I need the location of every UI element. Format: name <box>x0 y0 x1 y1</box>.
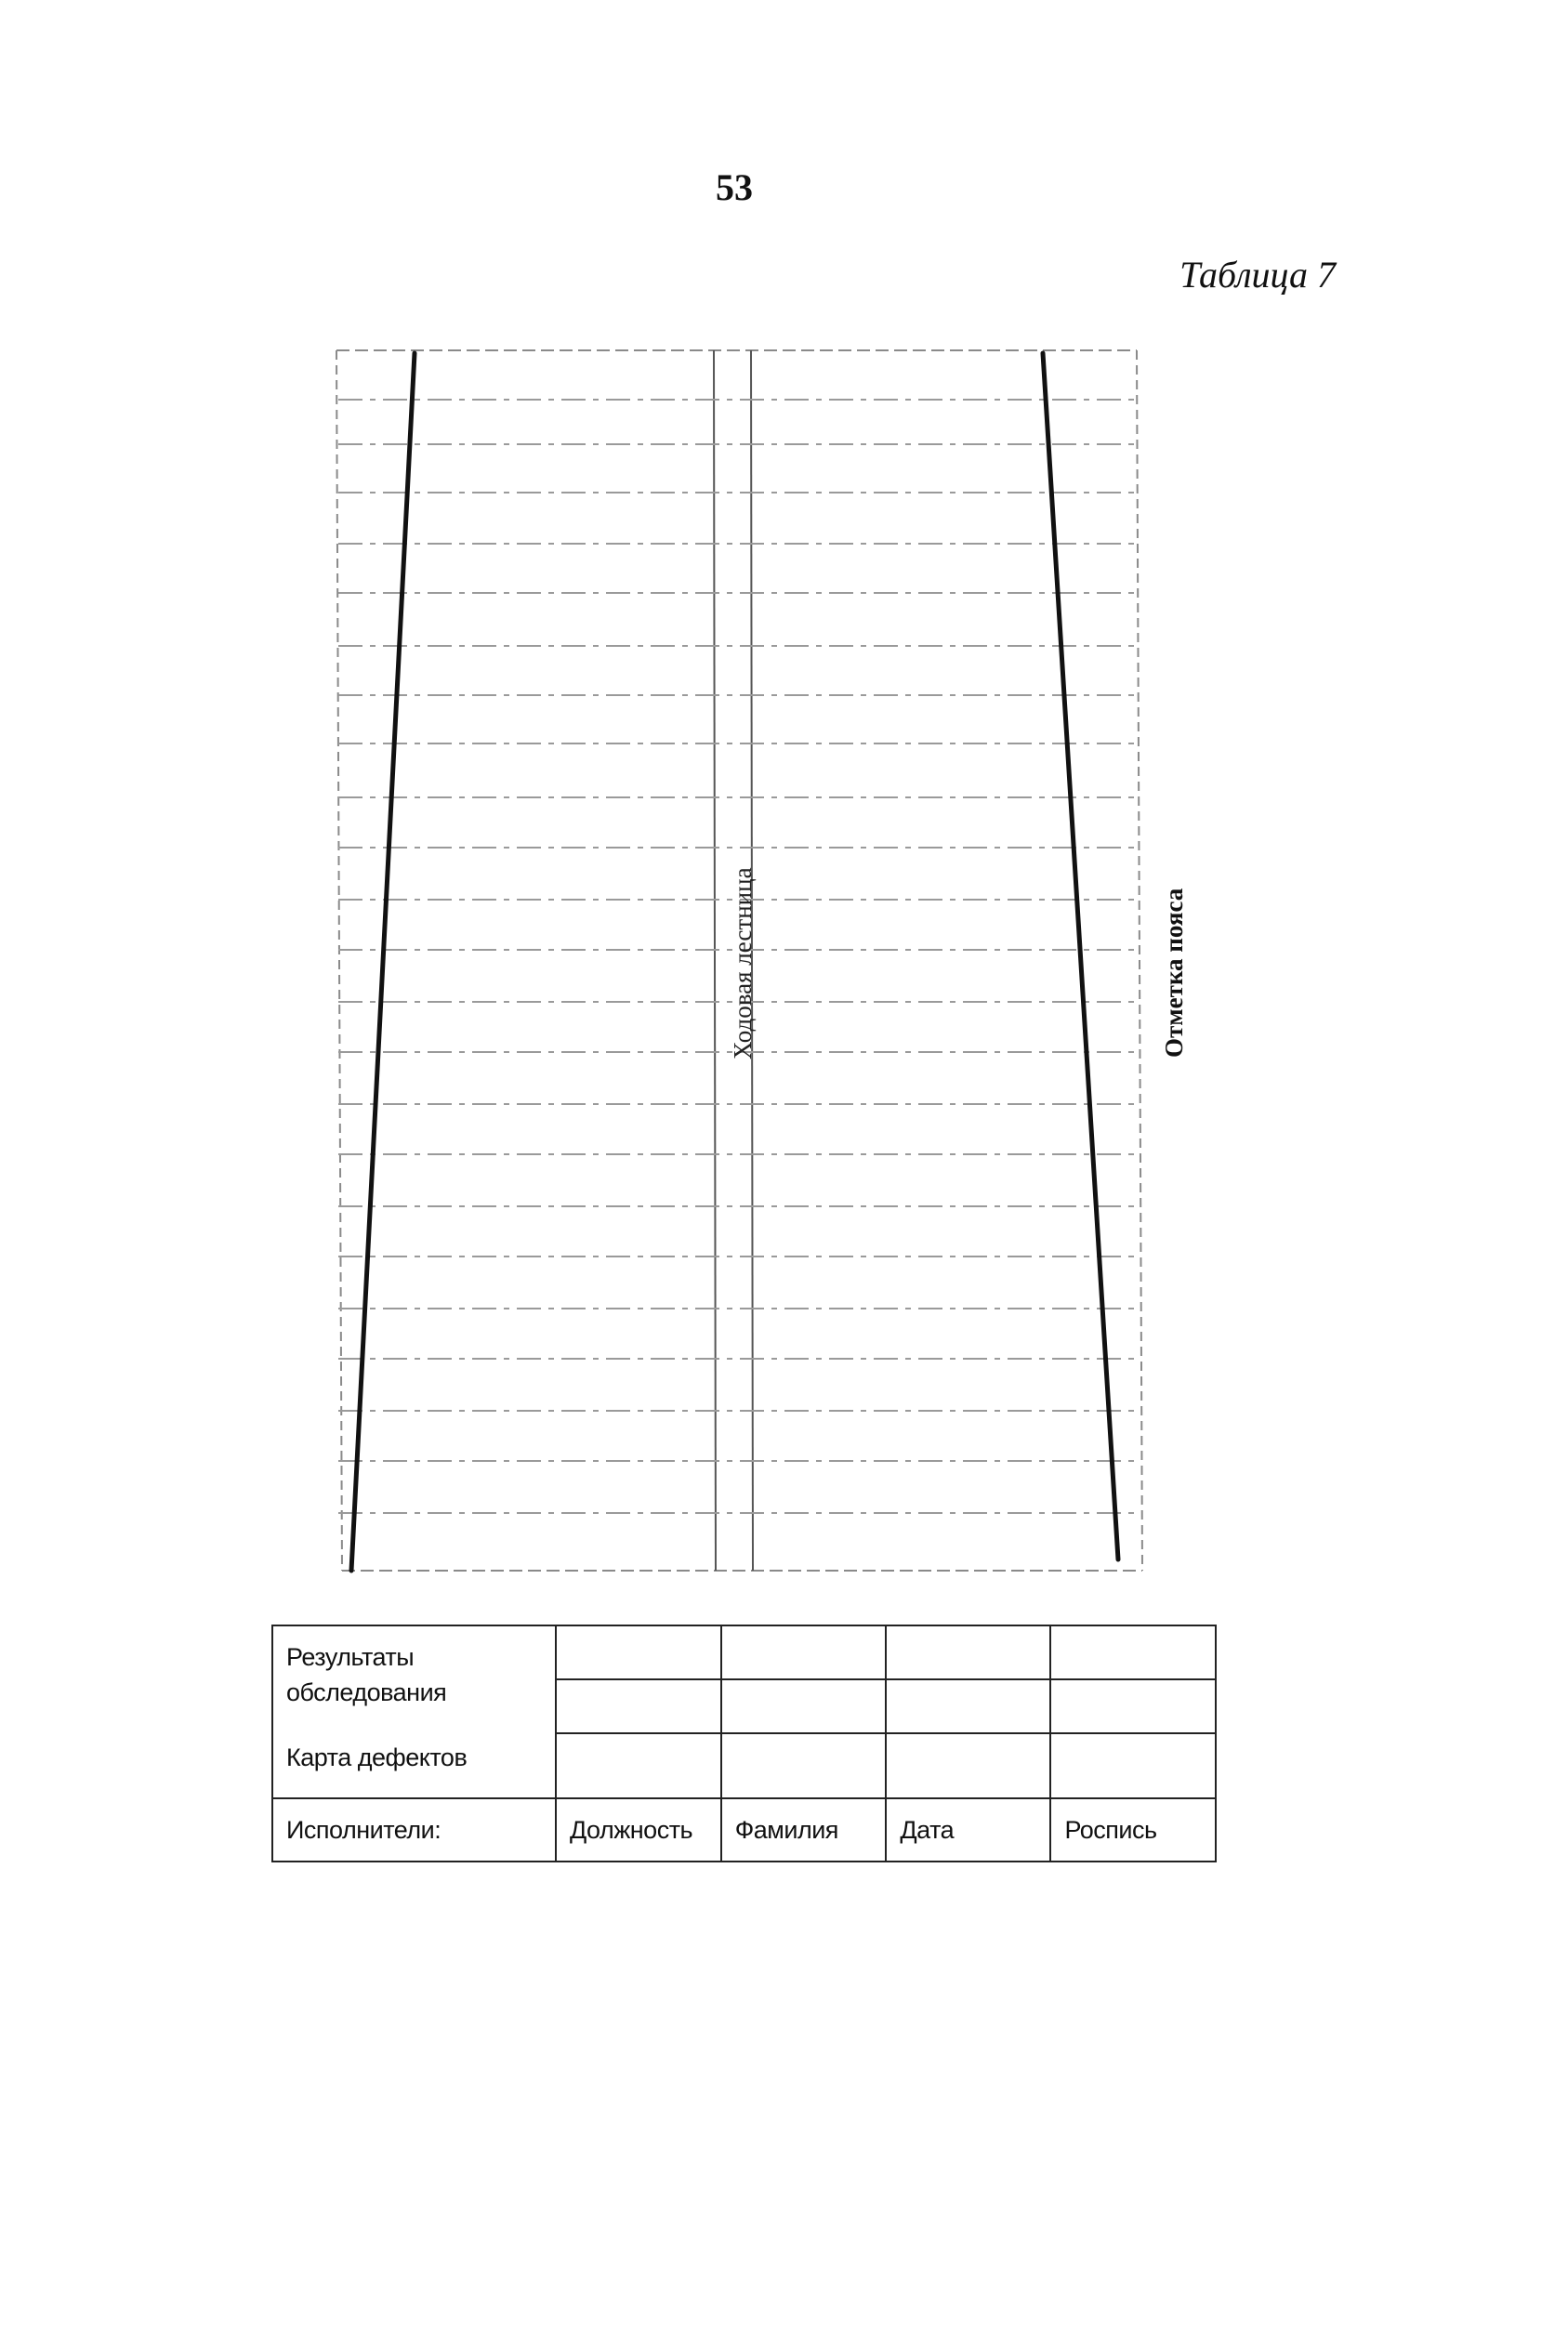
performers-label: Исполнители: <box>272 1798 556 1862</box>
frame-right <box>1137 350 1142 1571</box>
frame-left <box>336 350 342 1571</box>
column-header-surname: Фамилия <box>721 1798 887 1862</box>
tower-leg-left <box>351 353 415 1571</box>
results-table <box>271 1625 1217 1862</box>
tower-leg-right <box>1043 353 1118 1559</box>
table-caption: Таблица 7 <box>1179 254 1336 296</box>
blank-cell[interactable] <box>721 1733 887 1798</box>
results-label-line2: обследования <box>286 1678 447 1706</box>
results-label-cell <box>272 1625 556 1798</box>
blank-cell[interactable] <box>1050 1679 1216 1733</box>
blank-cell[interactable] <box>556 1733 721 1798</box>
ladder-label: Ходовая лестница <box>729 867 757 1059</box>
results-label-line1: Результаты <box>286 1643 415 1671</box>
table-row <box>272 1625 1216 1679</box>
blank-cell[interactable] <box>1050 1625 1216 1679</box>
belt-mark-label: Отметка пояса <box>1160 888 1188 1058</box>
blank-cell[interactable] <box>886 1733 1050 1798</box>
column-header-date: Дата <box>886 1798 1050 1862</box>
page-number: 53 <box>716 166 753 208</box>
blank-cell[interactable] <box>886 1679 1050 1733</box>
table-row <box>272 1798 1216 1862</box>
column-header-position: Должность <box>556 1798 721 1862</box>
blank-cell[interactable] <box>886 1625 1050 1679</box>
blank-cell[interactable] <box>721 1625 887 1679</box>
defects-map-label: Карта дефектов <box>286 1743 468 1771</box>
blank-cell[interactable] <box>721 1679 887 1733</box>
column-header-signature: Роспись <box>1050 1798 1216 1862</box>
ladder-rail-left <box>714 350 716 1571</box>
blank-cell[interactable] <box>556 1679 721 1733</box>
blank-cell[interactable] <box>556 1625 721 1679</box>
blank-cell[interactable] <box>1050 1733 1216 1798</box>
